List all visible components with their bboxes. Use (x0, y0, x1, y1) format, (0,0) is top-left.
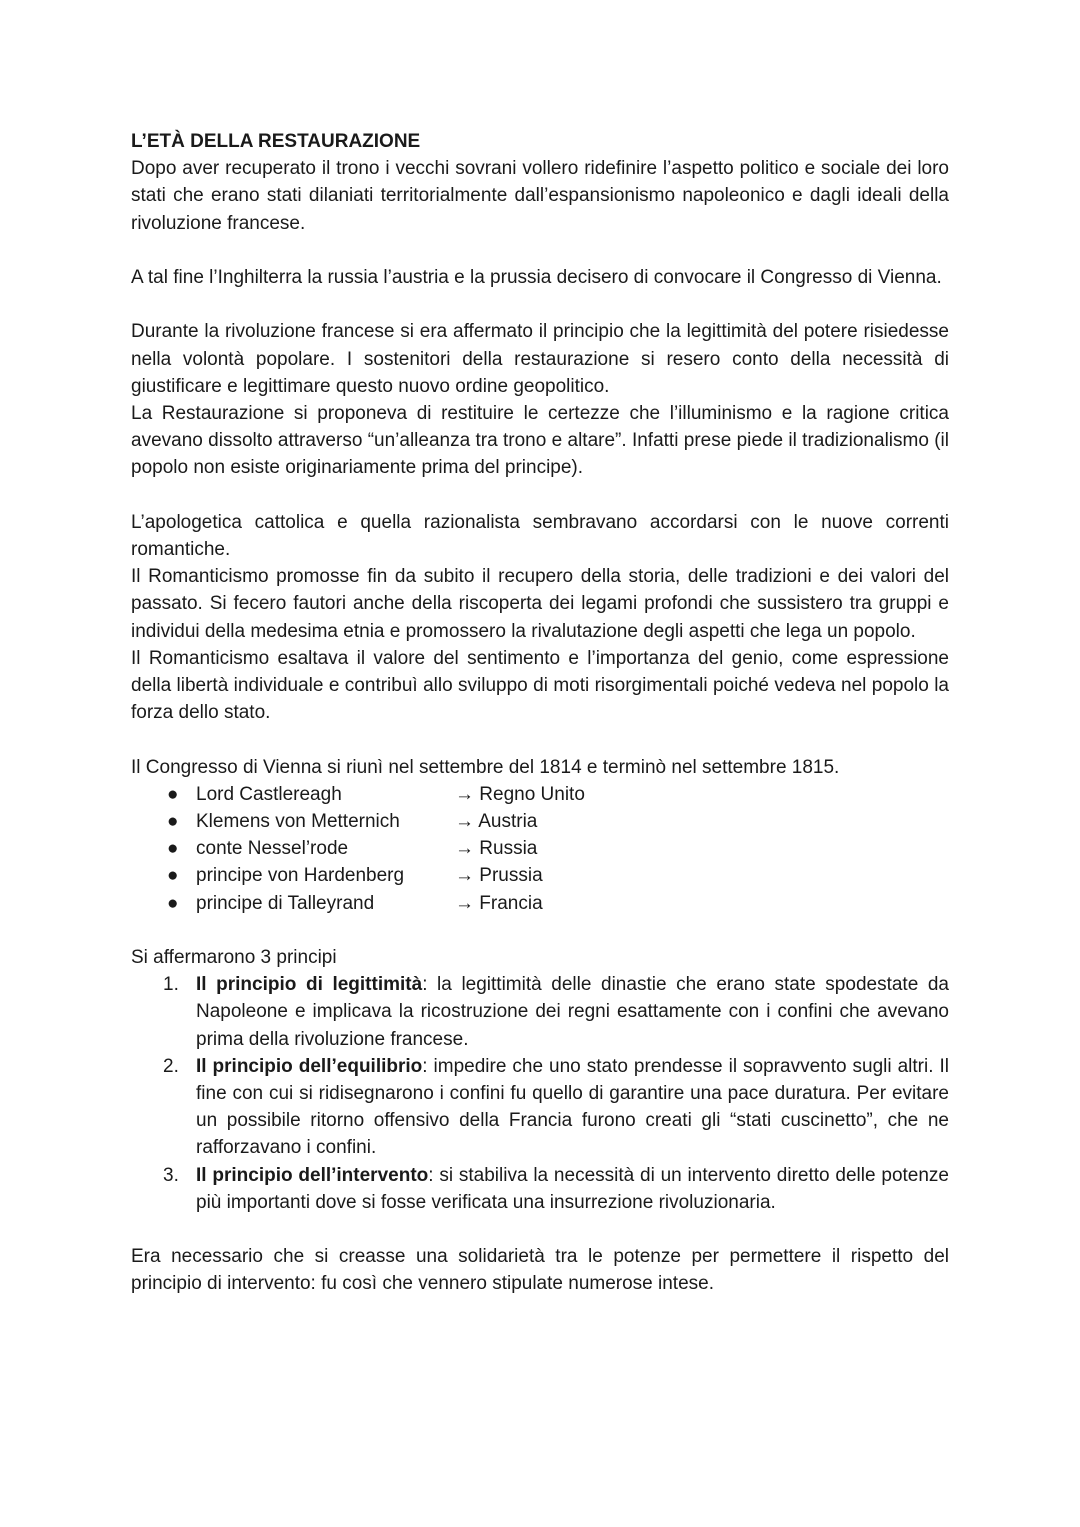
delegates-list (131, 781, 949, 917)
paragraph-solidarity: Era necessario che si creasse una solidarietà tra le potenze per permettere il rispetto del principio di intervento: fu così che vennero stipulate numerose intese. (131, 1246, 949, 1295)
delegate-item (131, 890, 949, 917)
delegate-country: → Francia (455, 892, 543, 914)
principle-item-equilibrium (131, 1053, 949, 1162)
paragraph-gap (131, 917, 949, 944)
principle-name: Il principio dell’equilibrio (196, 1055, 423, 1077)
delegate-item (131, 835, 949, 862)
list-number: 1. (163, 974, 179, 996)
paragraph-romanticism-values: Il Romanticismo esaltava il valore del sentimento e l’importanza del genio, come espressione della libertà individuale e contribuì allo sviluppo di moti risorgimentali poiché vedeva nel popolo la forza dello stato. (131, 647, 949, 724)
page-title: L’ETÀ DELLA RESTAURAZIONE (131, 131, 421, 152)
principle-text: : si stabiliva la necessità di un intervento diretto delle potenze più importanti dove si fosse verificata una insurrezione rivoluzionaria. (196, 1164, 949, 1213)
bullet-icon: ● (167, 811, 179, 832)
list-number: 2. (163, 1055, 179, 1077)
paragraph-congress-call: A tal fine l’Inghilterra la russia l’austria e la prussia decisero di convocare il Congresso di Vienna. (131, 267, 942, 288)
paragraph-gap (131, 291, 949, 318)
paragraph-gap (131, 237, 949, 264)
delegate-name: conte Nessel’rode (196, 838, 349, 860)
delegate-name: principe von Hardenberg (196, 865, 405, 887)
document-page (131, 128, 949, 1298)
paragraph-legitimacy: Durante la rivoluzione francese si era affermato il principio che la legittimità del potere risiedesse nella volontà popolare. I sostenitori della restaurazione si resero conto della necessità di giustificare e legittimare questo nuovo ordine geopolitico. (131, 321, 949, 397)
list-number: 3. (163, 1164, 179, 1186)
bullet-icon: ● (167, 865, 179, 887)
delegate-item (131, 781, 949, 808)
delegate-item (131, 862, 949, 889)
delegate-country: → Prussia (455, 865, 543, 887)
principle-text: : impedire che uno stato prendesse il sopravvento sugli altri. Il fine con cui si ridisegnarono i confini fu quello di garantire una pace duratura. Per evitare un possibile ritorno offensivo della Francia furono creati gli “stati cuscinetto”, che ne rafforzavano i confini. (196, 1055, 949, 1159)
delegate-name: Lord Castlereagh (196, 783, 342, 805)
principle-name: Il principio dell’intervento (196, 1164, 429, 1186)
delegate-country: → Russia (455, 838, 538, 860)
principle-name: Il principio di legittimità (196, 974, 423, 996)
bullet-icon: ● (167, 838, 179, 860)
paragraph-apologetics: L’apologetica cattolica e quella razionalista sembravano accordarsi con le nuove correnti romantiche. (131, 511, 949, 560)
paragraph-gap (131, 482, 949, 509)
principle-item-legitimacy (131, 971, 949, 1053)
paragraph-principles-intro: Si affermarono 3 principi (131, 946, 337, 968)
delegate-country: → Regno Unito (455, 783, 585, 805)
paragraph-gap (131, 726, 949, 753)
principles-list (131, 971, 949, 1216)
paragraph-congress-dates: Il Congresso di Vienna si riunì nel settembre del 1814 e terminò nel settembre 1815. (131, 756, 840, 778)
principle-item-intervention (131, 1162, 949, 1216)
delegate-name: Klemens von Metternich (196, 811, 400, 832)
bullet-icon: ● (167, 892, 179, 914)
paragraph-gap (131, 1216, 949, 1243)
delegate-country: → Austria (455, 811, 538, 832)
paragraph-romanticism: Il Romanticismo promosse fin da subito il recupero della storia, delle tradizioni e dei valori del passato. Si fecero fautori anche della riscoperta dei legami profondi che sussistero tra gruppi e individui della medesima etnia e promossero la rivalutazione degli aspetti che lega un popolo. (131, 566, 949, 642)
principle-text: : la legittimità delle dinastie che erano state spodestate da Napoleone e implicava la ricostruzione dei regni esattamente con i confini che avevano prima della rivoluzione francese. (196, 974, 949, 1050)
bullet-icon: ● (167, 783, 179, 805)
paragraph-intro: Dopo aver recuperato il trono i vecchi sovrani vollero ridefinire l’aspetto politico e sociale dei loro stati che erano stati dilaniati territorialmente dall’espansionismo napoleonico e dagli ideali della rivoluzione francese. (131, 158, 949, 234)
paragraph-restoration-goal: La Restaurazione si proponeva di restituire le certezze che l’illuminismo e la ragione critica avevano dissolto attraverso “un’alleanza tra trono e altare”. Infatti prese piede il tradizionalismo (il popolo non esiste originariamente prima del principe). (131, 403, 949, 479)
delegate-name: principe di Talleyrand (196, 892, 375, 914)
delegate-item (131, 808, 949, 835)
